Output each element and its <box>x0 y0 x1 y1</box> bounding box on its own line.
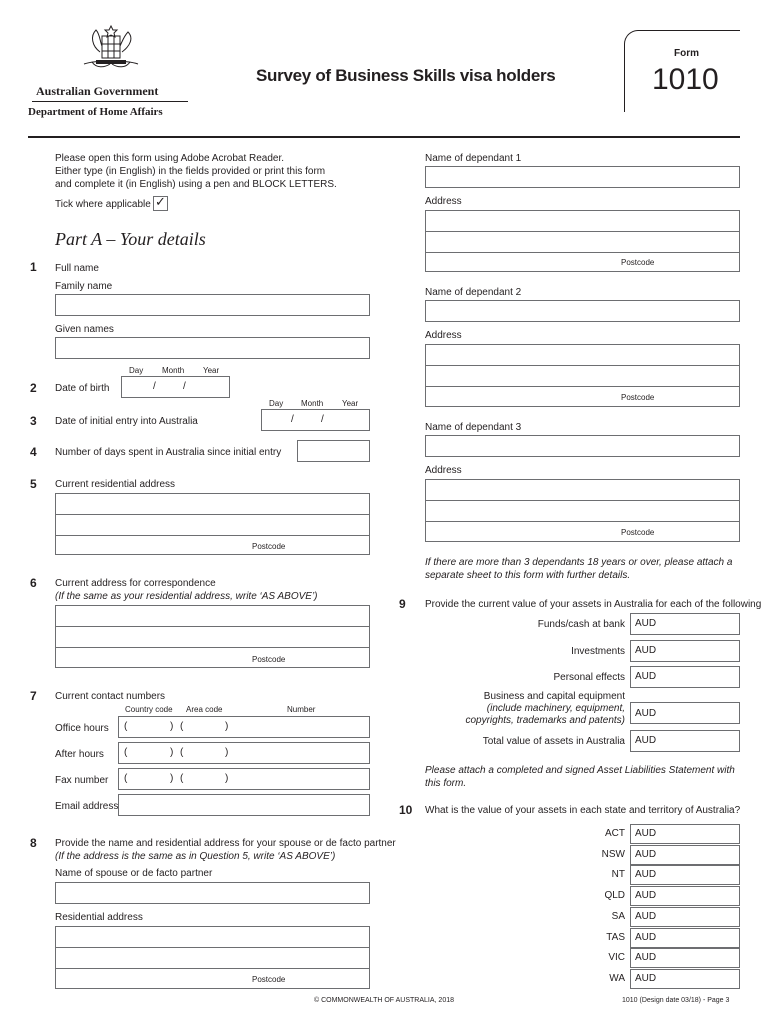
state-label-qld: QLD <box>604 890 625 901</box>
currency-label: AUD <box>635 618 657 629</box>
currency-label: AUD <box>635 708 657 719</box>
family-name-field[interactable] <box>55 294 370 316</box>
email-address-label: Email address <box>55 801 119 812</box>
address-divider <box>425 231 740 232</box>
entry-day-head: Day <box>269 399 284 408</box>
q1-label: Full name <box>55 263 99 274</box>
dependant-1-label: Name of dependant 1 <box>425 153 522 164</box>
paren: ( <box>124 721 128 732</box>
q6-number: 6 <box>30 576 37 590</box>
q3-number: 3 <box>30 414 37 428</box>
after-hours-label: After hours <box>55 749 104 760</box>
q9-label: Provide the current value of your assets in Australia for each of the following <box>425 599 762 610</box>
currency-label: AUD <box>635 890 657 901</box>
address-divider <box>55 514 370 515</box>
address-divider <box>425 252 740 253</box>
spouse-address-label: Residential address <box>55 912 143 923</box>
date-of-birth-field[interactable] <box>121 376 230 398</box>
dependant-3-name-field[interactable] <box>425 435 740 457</box>
dependant-2-postcode-label: Postcode <box>621 393 655 402</box>
tick-instruction: Tick where applicable <box>55 199 151 210</box>
currency-label: AUD <box>635 973 657 984</box>
q10-label: What is the value of your assets in each state and territory of Australia? <box>425 805 741 816</box>
currency-label: AUD <box>635 645 657 656</box>
attach-note-1: Please attach a completed and signed Asset Liabilities Statement with <box>425 765 735 776</box>
paren: ) <box>170 721 174 732</box>
currency-label: AUD <box>635 735 657 746</box>
dependants-note-2: separate sheet to this form with further details. <box>425 570 631 581</box>
correspondence-address-field[interactable] <box>55 605 370 668</box>
design-date-footer: 1010 (Design date 03/18) - Page 3 <box>622 997 730 1004</box>
q8-number: 8 <box>30 836 37 850</box>
dependant-1-address-field[interactable] <box>425 210 740 272</box>
paren: ) <box>225 721 229 732</box>
copyright-footer: © COMMONWEALTH OF AUSTRALIA, 2018 <box>314 997 454 1004</box>
address-divider <box>55 626 370 627</box>
q6-note: (If the same as your residential address, write ‘AS ABOVE’) <box>55 591 318 602</box>
q2-number: 2 <box>30 381 37 395</box>
address-divider <box>55 968 370 969</box>
intro-line-1: Please open this form using Adobe Acrobat Reader. <box>55 153 285 164</box>
number-head: Number <box>287 705 316 714</box>
paren: ) <box>225 747 229 758</box>
q5-number: 5 <box>30 477 37 491</box>
part-a-heading: Part A – Your details <box>55 229 206 249</box>
q9-number: 9 <box>399 597 406 611</box>
business-equipment-note-2: copyrights, trademarks and patents) <box>465 715 625 726</box>
currency-label: AUD <box>635 849 657 860</box>
q2-label: Date of birth <box>55 383 110 394</box>
q3-label: Date of initial entry into Australia <box>55 416 198 427</box>
state-label-nt: NT <box>611 869 625 880</box>
paren: ( <box>180 721 184 732</box>
state-label-act: ACT <box>605 828 625 839</box>
dob-month-head: Month <box>162 366 185 375</box>
fax-number-label: Fax number <box>55 775 109 786</box>
address-divider <box>425 500 740 501</box>
paren: ) <box>170 747 174 758</box>
funds-label: Funds/cash at bank <box>537 619 625 630</box>
tick-mark-icon: ✓ <box>155 195 166 210</box>
after-hours-phone-field[interactable] <box>118 742 370 764</box>
paren: ) <box>225 773 229 784</box>
dependant-1-name-field[interactable] <box>425 166 740 188</box>
paren: ( <box>124 747 128 758</box>
address-divider <box>425 521 740 522</box>
logo-divider <box>32 101 188 102</box>
department-name: Department of Home Affairs <box>28 106 163 118</box>
address-divider <box>55 647 370 648</box>
currency-label: AUD <box>635 828 657 839</box>
address-divider <box>425 386 740 387</box>
dob-slash-2: / <box>183 381 186 392</box>
government-name: Australian Government <box>36 84 159 98</box>
address-divider <box>55 947 370 948</box>
total-assets-label: Total value of assets in Australia <box>482 736 625 747</box>
paren: ( <box>180 747 184 758</box>
office-hours-label: Office hours <box>55 723 109 734</box>
dependant-3-postcode-label: Postcode <box>621 528 655 537</box>
currency-label: AUD <box>635 932 657 943</box>
fax-number-field[interactable] <box>118 768 370 790</box>
residential-address-field[interactable] <box>55 493 370 555</box>
q1-number: 1 <box>30 260 37 274</box>
currency-label: AUD <box>635 671 657 682</box>
header-rule <box>28 136 740 138</box>
q5-label: Current residential address <box>55 479 176 490</box>
state-label-vic: VIC <box>608 952 625 963</box>
q8-label: Provide the name and residential address for your spouse or de facto partner <box>55 838 396 849</box>
form-number: 1010 <box>652 63 719 96</box>
dob-day-head: Day <box>129 366 144 375</box>
date-of-entry-field[interactable] <box>261 409 370 431</box>
q7-number: 7 <box>30 689 37 703</box>
given-names-field[interactable] <box>55 337 370 359</box>
dependant-1-postcode-label: Postcode <box>621 258 655 267</box>
personal-effects-label: Personal effects <box>553 672 625 683</box>
business-equipment-label: Business and capital equipment <box>483 691 625 702</box>
dependant-3-address-field[interactable] <box>425 479 740 542</box>
dependant-2-name-field[interactable] <box>425 300 740 322</box>
correspondence-postcode-label: Postcode <box>252 655 286 664</box>
email-address-field[interactable] <box>118 794 370 816</box>
days-in-australia-field[interactable] <box>297 440 370 462</box>
q4-label: Number of days spent in Australia since initial entry <box>55 447 282 458</box>
spouse-postcode-label: Postcode <box>252 975 286 984</box>
state-label-wa: WA <box>609 973 625 984</box>
q7-label: Current contact numbers <box>55 691 166 702</box>
residential-postcode-label: Postcode <box>252 542 286 551</box>
currency-label: AUD <box>635 869 657 880</box>
dependant-2-label: Name of dependant 2 <box>425 287 522 298</box>
entry-year-head: Year <box>342 399 359 408</box>
dependant-3-address-label: Address <box>425 465 462 476</box>
business-equipment-note-1: (include machinery, equipment, <box>486 703 625 714</box>
given-names-label: Given names <box>55 324 114 335</box>
office-hours-phone-field[interactable] <box>118 716 370 738</box>
address-divider <box>55 535 370 536</box>
q10-number: 10 <box>399 803 413 817</box>
intro-line-3: and complete it (in English) using a pen and BLOCK LETTERS. <box>55 179 337 190</box>
entry-slash-1: / <box>291 414 294 425</box>
dependant-3-label: Name of dependant 3 <box>425 422 522 433</box>
area-code-head: Area code <box>186 705 223 714</box>
currency-label: AUD <box>635 911 657 922</box>
page-title: Survey of Business Skills visa holders <box>256 66 556 85</box>
q4-number: 4 <box>30 445 37 459</box>
spouse-address-field[interactable] <box>55 926 370 989</box>
q8-note: (If the address is the same as in Question 5, write ‘AS ABOVE’) <box>55 851 336 862</box>
q6-label: Current address for correspondence <box>55 578 216 589</box>
currency-label: AUD <box>635 952 657 963</box>
dependants-note-1: If there are more than 3 dependants 18 years or over, please attach a <box>425 557 733 568</box>
address-divider <box>425 365 740 366</box>
intro-line-2: Either type (in English) in the fields provided or print this form <box>55 166 326 177</box>
spouse-name-field[interactable] <box>55 882 370 904</box>
paren: ( <box>124 773 128 784</box>
paren: ( <box>180 773 184 784</box>
paren: ) <box>170 773 174 784</box>
spouse-name-label: Name of spouse or de facto partner <box>55 868 213 879</box>
attach-note-2: this form. <box>425 778 467 789</box>
dependant-2-address-field[interactable] <box>425 344 740 407</box>
coat-of-arms-logo <box>66 22 156 84</box>
investments-label: Investments <box>571 646 625 657</box>
entry-slash-2: / <box>321 414 324 425</box>
dob-slash-1: / <box>153 381 156 392</box>
state-label-tas: TAS <box>606 932 625 943</box>
family-name-label: Family name <box>55 281 113 292</box>
dependant-1-address-label: Address <box>425 196 462 207</box>
country-code-head: Country code <box>125 705 173 714</box>
state-label-nsw: NSW <box>601 849 625 860</box>
state-label-sa: SA <box>611 911 625 922</box>
dob-year-head: Year <box>203 366 220 375</box>
dependant-2-address-label: Address <box>425 330 462 341</box>
form-label: Form <box>674 48 699 59</box>
entry-month-head: Month <box>301 399 324 408</box>
